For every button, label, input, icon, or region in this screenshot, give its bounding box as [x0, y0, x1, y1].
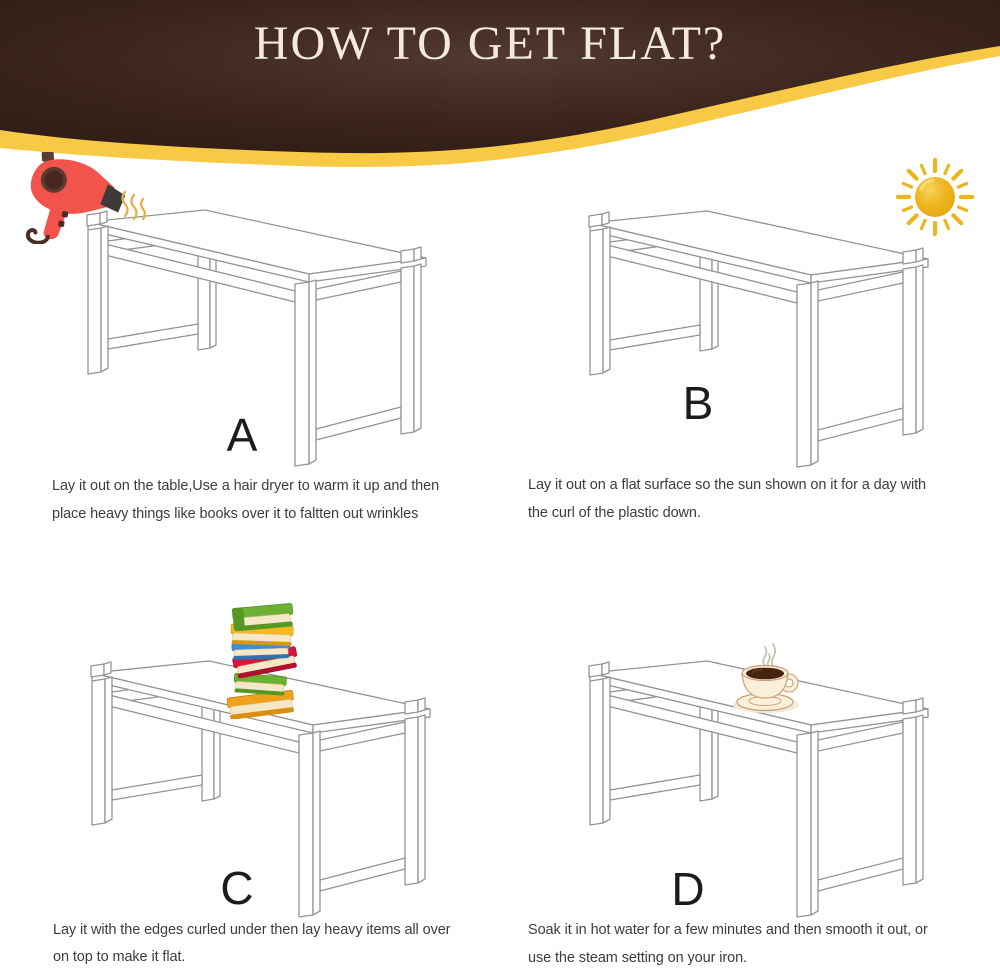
method-label-b: B — [682, 377, 714, 429]
book-stack-icon — [222, 602, 304, 719]
coffee-cup-icon — [726, 640, 804, 716]
method-d-description-line: Soak it in hot water for a few minutes and then smooth it out, or — [528, 922, 928, 938]
page-title: HOW TO GET FLAT? — [253, 17, 727, 70]
method-c-description-line: on top to make it flat. — [53, 949, 186, 965]
method-label-a: A — [226, 409, 258, 461]
table-illustration-b — [586, 202, 938, 474]
method-a-description-line: Lay it out on the table,Use a hair dryer to warm it up and then — [52, 478, 440, 494]
method-b-description-line: Lay it out on a flat surface so the sun shown on it for a day with — [528, 477, 927, 493]
hair-dryer-icon — [16, 152, 156, 244]
sun-icon — [893, 155, 977, 239]
method-c-description-line: Lay it with the edges curled under then lay heavy items all over — [53, 922, 451, 938]
method-label-c: C — [220, 862, 254, 914]
method-b-description-line: the curl of the plastic down. — [528, 505, 701, 521]
method-label-d: D — [671, 863, 705, 915]
method-a-description-line: place heavy things like books over it to faltten out wrinkles — [52, 506, 419, 522]
method-d-description-line: use the steam setting on your iron. — [528, 950, 747, 966]
